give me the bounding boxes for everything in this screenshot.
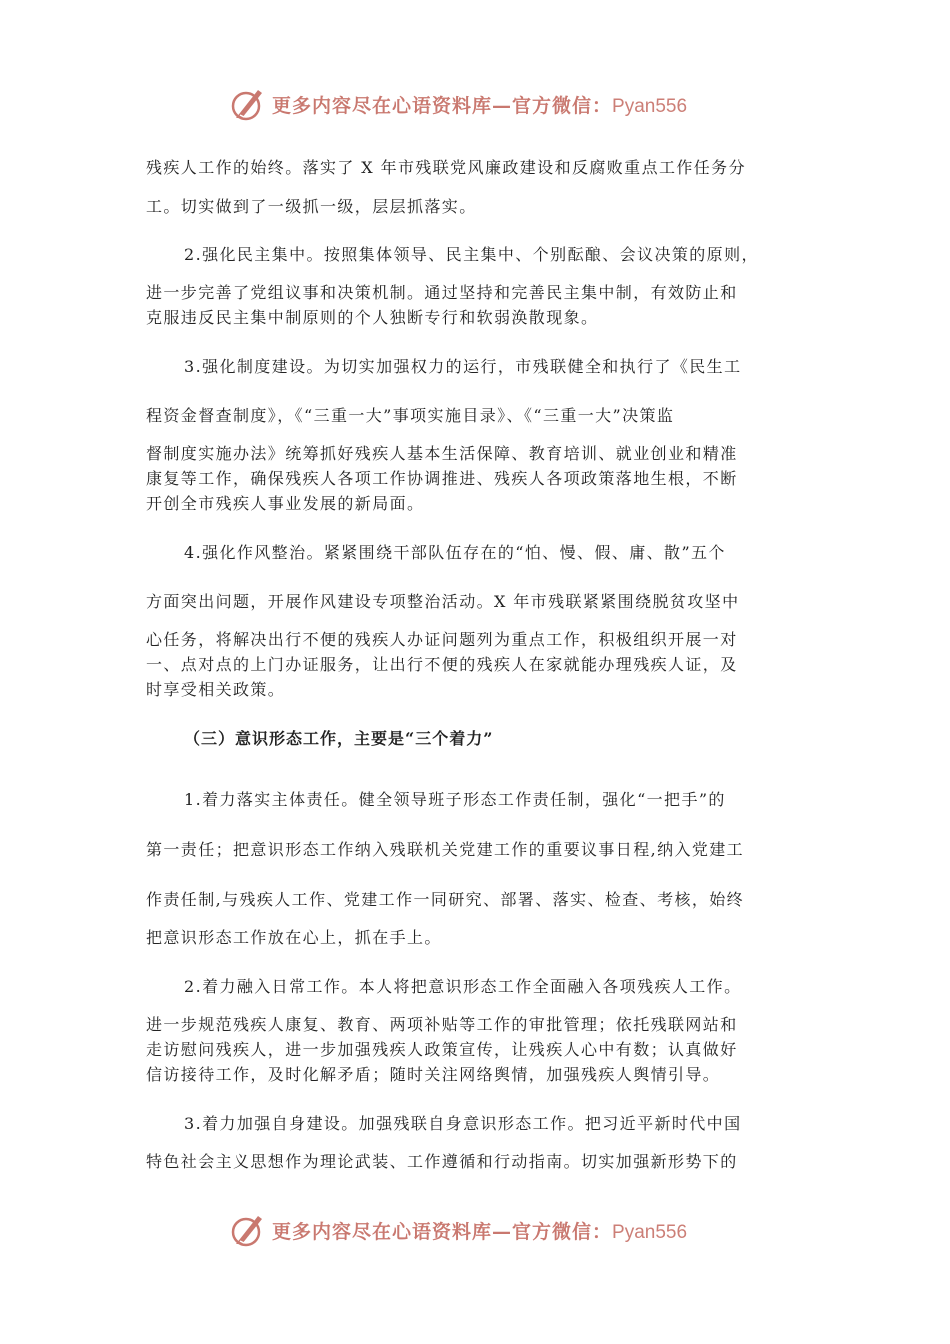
wechat-id: Pyan556 [612, 1221, 688, 1243]
text-line: 康复等工作，确保残疾人各项工作协调推进、残疾人各项政策落地生根，不断 [146, 469, 738, 488]
text-line: 第一责任；把意识形态工作纳入残联机关党建工作的重要议事日程,纳入党建工 [146, 840, 745, 859]
text-line: 方面突出问题，开展作风建设专项整治活动。X 年市残联紧紧围绕脱贫攻坚中 [146, 592, 740, 611]
text-line: 把意识形态工作放在心上，抓在手上。 [146, 928, 442, 947]
text-line: 3.强化制度建设。为切实加强权力的运行，市残联健全和执行了《民生工 [184, 357, 742, 376]
text-line: 2.强化民主集中。按照集体领导、民主集中、个别酝酿、会议决策的原则， [184, 245, 759, 264]
text-line: 特色社会主义思想作为理论武装、工作遵循和行动指南。切实加强新形势下的 [146, 1152, 738, 1171]
text-line: 走访慰问残疾人，进一步加强残疾人政策宣传，让残疾人心中有数；认真做好 [146, 1040, 738, 1059]
text-line: 开创全市残疾人事业发展的新局面。 [146, 494, 425, 513]
footer-watermark [228, 1210, 687, 1250]
watermark-slogan: 更多内容尽在心语资料库—官方微信： [272, 1220, 613, 1243]
text-line: 一、点对点的上门办证服务，让出行不便的残疾人在家就能办理残疾人证，及 [146, 655, 738, 674]
section-heading: （三）意识形态工作，主要是“三个着力” [184, 729, 494, 748]
text-line: 督制度实施办法》统筹抓好残疾人基本生活保障、教育培训、就业创业和精准 [146, 444, 738, 463]
text-line: 工。切实做到了一级抓一级，层层抓落实。 [146, 197, 477, 216]
watermark-text [272, 1217, 687, 1244]
text-line: 1.着力落实主体责任。健全领导班子形态工作责任制，强化“一把手”的 [184, 790, 726, 809]
quill-pen-icon [228, 84, 268, 124]
text-line: 程资金督查制度》，《“三重一大”事项实施目录》、《“三重一大”决策监 [146, 406, 675, 425]
text-line: 进一步完善了党组议事和决策机制。通过坚持和完善民主集中制，有效防止和 [146, 283, 738, 302]
text-line: 残疾人工作的始终。落实了 X 年市残联党风廉政建设和反腐败重点工作任务分 [146, 158, 746, 177]
header-watermark [228, 84, 687, 124]
text-line: 作责任制,与残疾人工作、党建工作一同研究、部署、落实、检查、考核，始终 [146, 890, 745, 909]
text-line: 2.着力融入日常工作。本人将把意识形态工作全面融入各项残疾人工作。 [184, 977, 742, 996]
text-line: 信访接待工作，及时化解矛盾；随时关注网络舆情，加强残疾人舆情引导。 [146, 1065, 721, 1084]
text-line: 进一步规范残疾人康复、教育、两项补贴等工作的审批管理；依托残联网站和 [146, 1015, 738, 1034]
text-line: 4.强化作风整治。紧紧围绕干部队伍存在的“怕、慢、假、庸、散”五个 [184, 543, 726, 562]
text-line: 时享受相关政策。 [146, 680, 286, 699]
wechat-id: Pyan556 [612, 95, 688, 117]
text-line: 心任务，将解决出行不便的残疾人办证问题列为重点工作，积极组织开展一对 [146, 630, 738, 649]
text-line: 3.着力加强自身建设。加强残联自身意识形态工作。把习近平新时代中国 [184, 1114, 742, 1133]
quill-pen-icon [228, 1210, 268, 1250]
watermark-slogan: 更多内容尽在心语资料库—官方微信： [272, 94, 613, 117]
text-line: 克服违反民主集中制原则的个人独断专行和软弱涣散现象。 [146, 308, 599, 327]
watermark-text [272, 91, 687, 118]
